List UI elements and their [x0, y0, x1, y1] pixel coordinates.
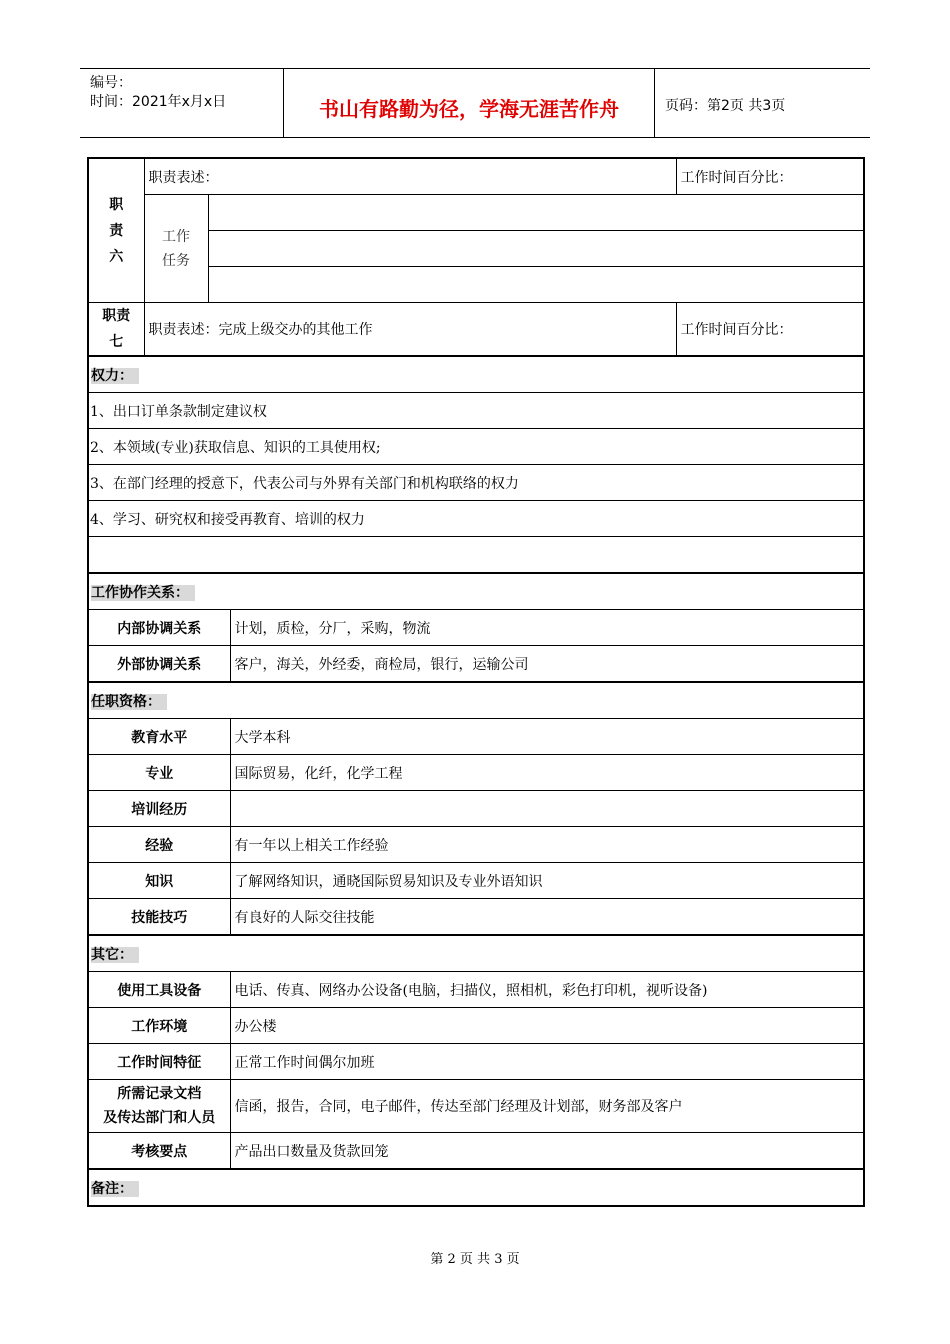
qualification-row: [88, 719, 864, 755]
training-label: 培训经历: [88, 791, 230, 827]
authority-blank: [88, 537, 864, 574]
qualification-title-cell: [88, 682, 864, 719]
duty6-task-line-1: [208, 195, 864, 231]
cooperation-title: 工作协作关系：: [91, 585, 195, 601]
authority-title: 权力：: [91, 368, 139, 384]
records-value: 信函，报告，合同，电子邮件，传达至部门经理及计划部，财务部及客户: [230, 1080, 864, 1133]
duty6-task-line-2: [208, 231, 864, 267]
tools-value: 电话、传真、网络办公设备(电脑，扫描仪，照相机，彩色打印机，视听设备): [230, 972, 864, 1008]
duty6-desc-row: [88, 158, 864, 195]
authority-item-row: [88, 393, 864, 429]
knowledge-value: 了解网络知识，通晓国际贸易知识及专业外语知识: [230, 863, 864, 899]
other-row: [88, 1080, 864, 1133]
work-time-label: 工作时间特征: [88, 1044, 230, 1080]
cooperation-row: [88, 610, 864, 646]
records-label: 所需记录文档 及传达部门和人员: [88, 1080, 230, 1133]
experience-label: 经验: [88, 827, 230, 863]
qualification-row: [88, 863, 864, 899]
tools-label: 使用工具设备: [88, 972, 230, 1008]
work-time-value: 正常工作时间偶尔加班: [230, 1044, 864, 1080]
duty6-task-line-3: [208, 267, 864, 303]
authority-item-row: [88, 429, 864, 465]
remarks-title: 备注：: [91, 1181, 139, 1197]
cooperation-title-cell: [88, 573, 864, 610]
other-row: [88, 972, 864, 1008]
duty7-row: [88, 303, 864, 357]
authority-item: 2、本领域(专业)获取信息、知识的工具使用权;: [88, 429, 864, 465]
remarks-title-cell: [88, 1169, 864, 1206]
duty7-desc: 职责表述：完成上级交办的其他工作: [144, 303, 676, 357]
header-motto-cell: [284, 69, 655, 137]
other-row: [88, 1044, 864, 1080]
duty6-task-row: [88, 195, 864, 231]
header-motto: 书山有路勤为径，学海无涯苦作舟: [319, 97, 619, 121]
other-row: [88, 1133, 864, 1170]
duty7-label: 职责 七: [88, 303, 144, 357]
assessment-label: 考核要点: [88, 1133, 230, 1170]
external-coordination-value: 客户，海关，外经委，商检局，银行，运输公司: [230, 646, 864, 683]
environment-value: 办公楼: [230, 1008, 864, 1044]
qualification-section-row: [88, 682, 864, 719]
education-label: 教育水平: [88, 719, 230, 755]
knowledge-label: 知识: [88, 863, 230, 899]
skills-value: 有良好的人际交往技能: [230, 899, 864, 936]
major-label: 专业: [88, 755, 230, 791]
authority-item: 1、出口订单条款制定建议权: [88, 393, 864, 429]
experience-value: 有一年以上相关工作经验: [230, 827, 864, 863]
internal-coordination-label: 内部协调关系: [88, 610, 230, 646]
other-row: [88, 1008, 864, 1044]
major-value: 国际贸易，化纤，化学工程: [230, 755, 864, 791]
duty6-label: 职 责 六: [88, 158, 144, 303]
authority-section-row: [88, 356, 864, 393]
training-value: [230, 791, 864, 827]
remarks-section-row: [88, 1169, 864, 1206]
header-page-cell: [655, 69, 870, 137]
job-description-table: [87, 157, 865, 1207]
authority-item-row: [88, 501, 864, 537]
environment-label: 工作环境: [88, 1008, 230, 1044]
duty6-time-pct: 工作时间百分比：: [676, 158, 864, 195]
cooperation-section-row: [88, 573, 864, 610]
page-footer: 第 2 页 共 3 页: [430, 1252, 520, 1267]
authority-title-cell: [88, 356, 864, 393]
cooperation-row: [88, 646, 864, 683]
authority-item-row: [88, 465, 864, 501]
assessment-value: 产品出口数量及货款回笼: [230, 1133, 864, 1170]
duty6-task-label: 工作 任务: [144, 195, 208, 303]
header-page-number: 页码：第2页 共3页: [665, 98, 786, 114]
other-title-cell: [88, 935, 864, 972]
duty7-time-pct: 工作时间百分比：: [676, 303, 864, 357]
authority-blank-row: [88, 537, 864, 574]
document-date-label: 时间：2021年x月x日: [90, 94, 227, 110]
header-meta: [80, 69, 284, 137]
qualification-row: [88, 755, 864, 791]
skills-label: 技能技巧: [88, 899, 230, 936]
qualification-row: [88, 827, 864, 863]
education-value: 大学本科: [230, 719, 864, 755]
other-title: 其它：: [91, 947, 139, 963]
qualification-title: 任职资格：: [91, 694, 167, 710]
authority-item: 4、学习、研究权和接受再教育、培训的权力: [88, 501, 864, 537]
qualification-row: [88, 791, 864, 827]
page-header: [80, 68, 870, 138]
external-coordination-label: 外部协调关系: [88, 646, 230, 683]
internal-coordination-value: 计划，质检，分厂，采购，物流: [230, 610, 864, 646]
document-number-label: 编号：: [90, 75, 132, 91]
duty6-desc: 职责表述：: [144, 158, 676, 195]
qualification-row: [88, 899, 864, 936]
authority-item: 3、在部门经理的授意下，代表公司与外界有关部门和机构联络的权力: [88, 465, 864, 501]
other-section-row: [88, 935, 864, 972]
